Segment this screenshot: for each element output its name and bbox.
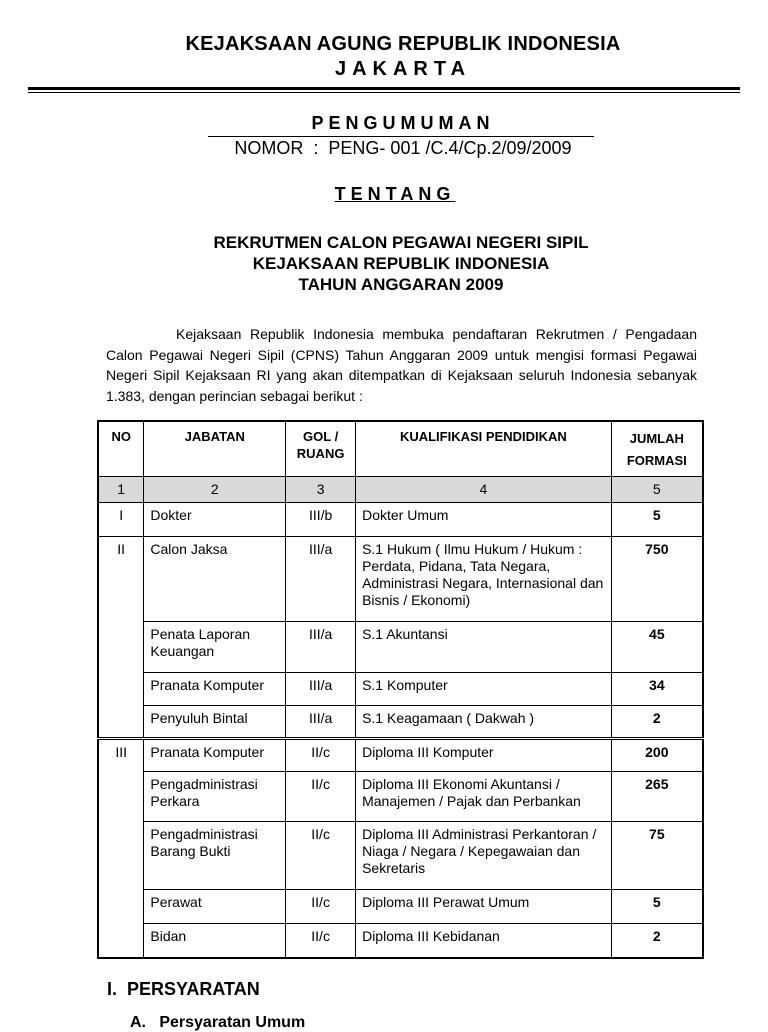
header-jumlah: JUMLAH FORMASI: [611, 421, 703, 477]
cell-jumlah: 34: [611, 673, 703, 706]
cell-kualifikasi: Diploma III Perawat Umum: [356, 890, 612, 924]
cell-jabatan: Pranata Komputer: [144, 673, 286, 706]
table-row: [98, 503, 703, 537]
cell-gol: II/c: [286, 772, 356, 822]
cell-jumlah: 5: [611, 503, 703, 537]
header-rule-thin: [28, 92, 740, 93]
about-label: TENTANG: [334, 184, 456, 204]
cell-gol: II/c: [286, 890, 356, 924]
cell-gol: III/a: [286, 706, 356, 739]
intro-paragraph: Kejaksaan Republik Indonesia membuka pendaftaran Rekrutmen / Pengadaan Calon Pegawai Negeri Sipil (CPNS) Tahun Anggaran 2009 untuk mengisi formasi Pegawai Negeri Sipil Kejaksaan RI yang akan ditempatkan di Kejaksaan seluruh Indonesia sebanyak 1.383, dengan perincian sebagai berikut :: [106, 326, 697, 404]
cell-jabatan: Calon Jaksa: [144, 537, 286, 622]
col-number: 3: [286, 477, 356, 503]
cell-gol: III/a: [286, 673, 356, 706]
col-number: 2: [144, 477, 286, 503]
cell-jabatan: Pranata Komputer: [144, 739, 286, 772]
cell-jabatan: Dokter: [144, 503, 286, 537]
cell-jabatan: Penyuluh Bintal: [144, 706, 286, 739]
cell-jumlah: 750: [611, 537, 703, 622]
cell-jumlah: 5: [611, 890, 703, 924]
table-row: [98, 706, 703, 739]
header-jabatan: JABATAN: [144, 421, 286, 477]
cell-jumlah: 45: [611, 622, 703, 673]
cell-gol: II/c: [286, 924, 356, 958]
cell-jabatan: Bidan: [144, 924, 286, 958]
column-number-row: [98, 477, 703, 503]
cell-gol: III/b: [286, 503, 356, 537]
header-gol: GOL / RUANG: [286, 421, 356, 477]
cell-jumlah: 2: [611, 706, 703, 739]
formation-table: [97, 420, 704, 959]
title-line-3: TAHUN ANGGARAN 2009: [298, 275, 504, 294]
table-row: [98, 890, 703, 924]
col-number: 1: [98, 477, 144, 503]
col-number: 5: [611, 477, 703, 503]
table-header-row: [98, 421, 703, 477]
table-row: [98, 537, 703, 622]
cell-kualifikasi: Diploma III Ekonomi Akuntansi / Manajemen / Pajak dan Perbankan: [356, 772, 612, 822]
section-heading: I. PERSYARATAN: [107, 979, 260, 999]
cell-jabatan: Pengadministrasi Perkara: [144, 772, 286, 822]
cell-kualifikasi: Diploma III Administrasi Perkantoran / Niaga / Negara / Kepegawaian dan Sekretaris: [356, 822, 612, 890]
announcement-label: PENGUMUMAN: [311, 113, 495, 133]
cell-jumlah: 265: [611, 772, 703, 822]
table-row: [98, 924, 703, 958]
cell-kualifikasi: Dokter Umum: [356, 503, 612, 537]
title-line-1: REKRUTMEN CALON PEGAWAI NEGERI SIPIL: [213, 233, 589, 252]
title-line-2: KEJAKSAAN REPUBLIK INDONESIA: [252, 254, 550, 273]
institution-title: KEJAKSAAN AGUNG REPUBLIK INDONESIA: [185, 33, 621, 55]
announcement-number: NOMOR : PENG- 001 /C.4/Cp.2/09/2009: [234, 138, 572, 158]
cell-jumlah: 200: [611, 739, 703, 772]
table-row: [98, 622, 703, 673]
header-kualifikasi: KUALIFIKASI PENDIDIKAN: [356, 421, 612, 477]
cell-jabatan: Perawat: [144, 890, 286, 924]
table-row: [98, 739, 703, 772]
subsection-heading: A. Persyaratan Umum: [130, 1014, 306, 1031]
cell-gol: III/a: [286, 537, 356, 622]
cell-kualifikasi: S.1 Akuntansi: [356, 622, 612, 673]
document-title: [0, 232, 768, 295]
header-rule-thick: [28, 87, 740, 90]
cell-gol: II/c: [286, 822, 356, 890]
cell-gol: II/c: [286, 739, 356, 772]
cell-no: II: [98, 537, 144, 739]
city-title: JAKARTA: [334, 58, 472, 80]
cell-kualifikasi: S.1 Komputer: [356, 673, 612, 706]
announcement-underline: [208, 136, 594, 137]
col-number: 4: [356, 477, 612, 503]
header-no: NO: [98, 421, 144, 477]
cell-kualifikasi: S.1 Hukum ( Ilmu Hukum / Hukum : Perdata, Pidana, Tata Negara, Administrasi Negara, Internasional dan Bisnis / Ekonomi): [356, 537, 612, 622]
cell-gol: III/a: [286, 622, 356, 673]
cell-jumlah: 2: [611, 924, 703, 958]
table-row: [98, 822, 703, 890]
table-row: [98, 673, 703, 706]
cell-jabatan: Pengadministrasi Barang Bukti: [144, 822, 286, 890]
cell-jumlah: 75: [611, 822, 703, 890]
cell-no: I: [98, 503, 144, 537]
cell-no: III: [98, 739, 144, 958]
cell-kualifikasi: Diploma III Komputer: [356, 739, 612, 772]
cell-jabatan: Penata Laporan Keuangan: [144, 622, 286, 673]
cell-kualifikasi: Diploma III Kebidanan: [356, 924, 612, 958]
table-row: [98, 772, 703, 822]
cell-kualifikasi: S.1 Keagamaan ( Dakwah ): [356, 706, 612, 739]
